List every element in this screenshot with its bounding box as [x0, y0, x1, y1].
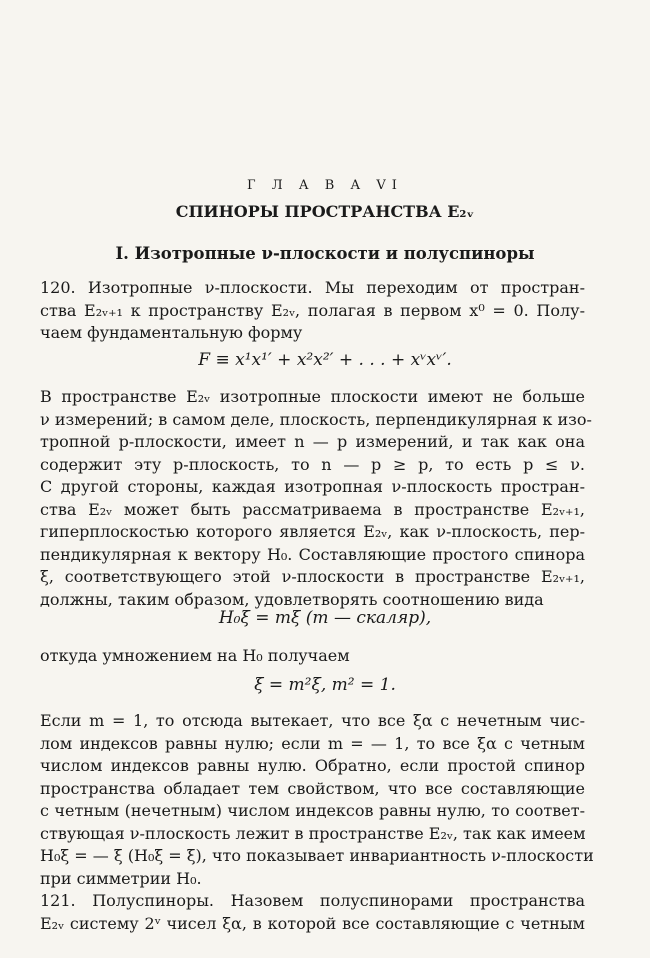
- text-line: числом индексов равны нулю. Обратно, если простой спинор: [40, 756, 585, 775]
- text-line: должны, таким образом, удовлетворять соотношению вида: [40, 589, 544, 609]
- text-line: В пространстве E₂ᵥ изотропные плоскости имеют не больше: [40, 387, 585, 406]
- text-line: ν измерений; в самом деле, плоскость, перпендикулярная к изо-: [40, 409, 592, 429]
- text-line: тропной p-плоскости, имеет n — p измерений, и так как она: [40, 432, 585, 451]
- paragraph-after-formula: [40, 645, 585, 668]
- text-line: пендикулярная к вектору H₀. Составляющие простого спинора: [40, 544, 585, 564]
- text-line: 121. Полуспиноры. Назовем полуспинорами пространства: [40, 891, 585, 910]
- formula-h0-xi: H₀ξ = mξ (m — скаляр),: [218, 608, 432, 628]
- text-line: гиперплоскостью которого является E₂ᵥ, как ν-плоскость, пер-: [40, 522, 585, 541]
- text-line: чаем фундаментальную форму: [40, 323, 303, 342]
- text-line: E₂ᵥ систему 2ᵛ чисел ξα, в которой все составляющие с четным: [40, 913, 585, 933]
- text-line: ства E₂ᵥ₊₁ к пространству E₂ᵥ, полагая в первом x⁰ = 0. Полу-: [40, 300, 585, 320]
- text-line: откуда умножением на H₀ получаем: [40, 646, 350, 665]
- section-title: I. Изотропные ν-плоскости и полуспиноры: [115, 244, 535, 263]
- formula-fundamental-form: F ≡ x¹x¹′ + x²x²′ + . . . + xᵛxᵛ′.: [198, 350, 452, 370]
- formula-m-squared: ξ = m²ξ, m² = 1.: [254, 675, 396, 695]
- text-line: H₀ξ = — ξ (H₀ξ = ξ), что показывает инвариантность ν-плоскости: [40, 846, 594, 865]
- text-line: ствующая ν-плоскость лежит в пространстве E₂ᵥ, так как имеем: [40, 823, 586, 843]
- text-line: ξ, соответствующего этой ν-плоскости в пространстве E₂ᵥ₊₁,: [40, 567, 585, 586]
- text-line: Если m = 1, то отсюда вытекает, что все ξα с нечетным чис-: [40, 711, 585, 730]
- text-line: лом индексов равны нулю; если m = — 1, то все ξα с четным: [40, 733, 585, 753]
- text-line: содержит эту p-плоскость, то n — p ≥ p, то есть p ≤ ν.: [40, 454, 585, 474]
- text-line: с четным (нечетным) числом индексов равны нулю, то соответ-: [40, 801, 585, 820]
- chapter-title: СПИНОРЫ ПРОСТРАНСТВА E₂ᵥ: [175, 202, 475, 221]
- text-line: при симметрии H₀.: [40, 868, 202, 888]
- paragraph-sign-m: [40, 710, 594, 890]
- text-line: 120. Изотропные ν-плоскости. Мы переходим от простран-: [40, 278, 585, 297]
- paragraph-120: [40, 277, 585, 345]
- chapter-label: Г Л А В А VI: [247, 178, 403, 193]
- text-line: пространства обладает тем свойством, что все составляющие: [40, 778, 585, 798]
- paragraph-isotropic-planes: [40, 386, 592, 611]
- text-line: ства E₂ᵥ может быть рассматриваема в пространстве E₂ᵥ₊₁,: [40, 499, 585, 519]
- text-line: С другой стороны, каждая изотропная ν-плоскость простран-: [40, 477, 585, 496]
- paragraph-121: [40, 890, 585, 935]
